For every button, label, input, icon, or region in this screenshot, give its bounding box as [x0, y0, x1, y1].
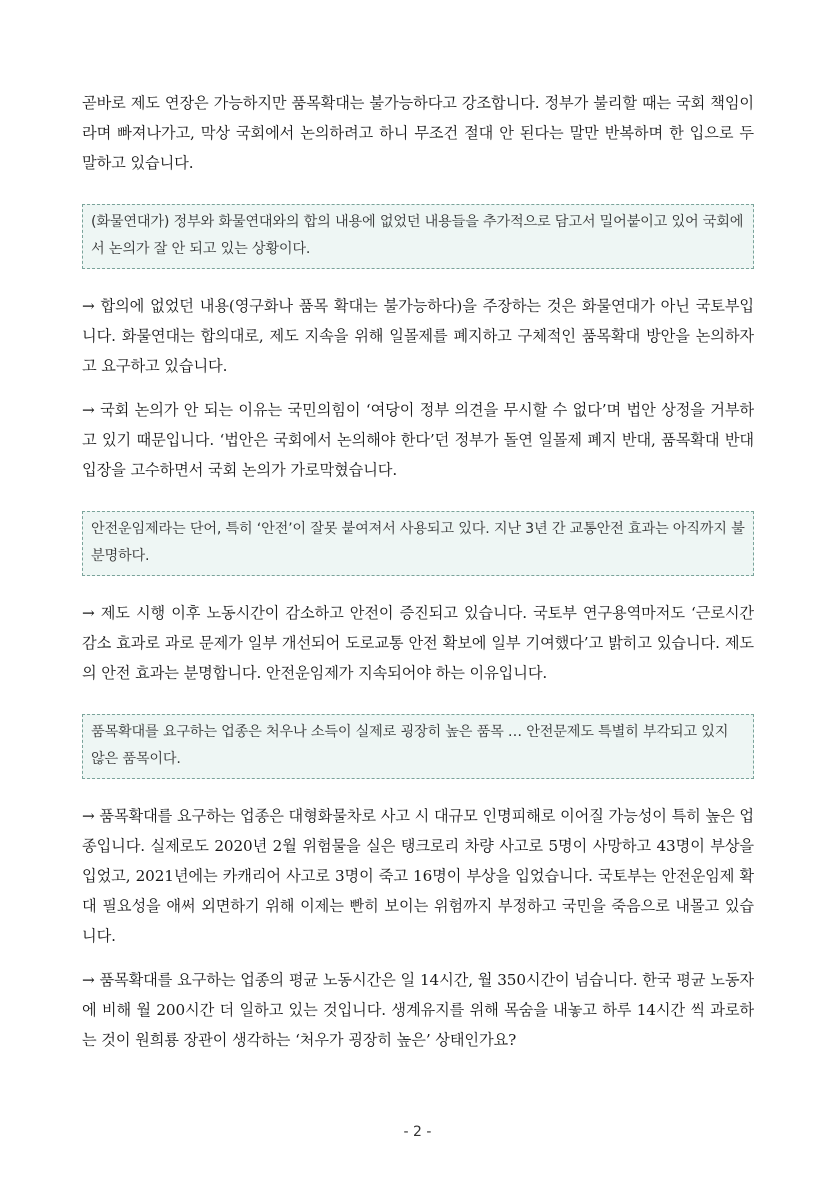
quote-box-2: 안전운임제라는 단어, 특히 ‘안전’이 잘못 붙여져서 사용되고 있다. 지난 3년 간 교통안전 효과는 아직까지 불분명하다.	[82, 511, 754, 576]
response-paragraph-3: → 제도 시행 이후 노동시간이 감소하고 안전이 증진되고 있습니다. 국토부 연구용역마저도 ‘근로시간 감소 효과로 과로 문제가 일부 개선되어 도로교통 안전 확보에 일부 기여했다’고 밝히고 있습니다. 제도의 안전 효과는 분명합니다. 안전운임제가 지속되어야 하는 이유입니다.	[82, 604, 754, 682]
document-page	[82, 88, 754, 1055]
intro-paragraph: 곧바로 제도 연장은 가능하지만 품목확대는 불가능하다고 강조합니다. 정부가 불리할 때는 국회 책임이라며 빠져나가고, 막상 국회에서 논의하려고 하니 무조건 절대 안 된다는 말만 반복하며 한 입으로 두 말하고 있습니다.	[82, 94, 754, 172]
quote-box-1: (화물연대가) 정부와 화물연대와의 합의 내용에 없었던 내용들을 추가적으로 담고서 밀어붙이고 있어 국회에서 논의가 잘 안 되고 있는 상황이다.	[82, 204, 754, 269]
response-paragraph-4: → 품목확대를 요구하는 업종은 대형화물차로 사고 시 대규모 인명피해로 이어질 가능성이 특히 높은 업종입니다. 실제로도 2020년 2월 위험물을 실은 탱크로리 차량 사고로 5명이 사망하고 43명이 부상을 입었고, 2021년에는 카캐리어 사고로 3명이 죽고 16명이 부상을 입었습니다. 국토부는 안전운임제 확대 필요성을 애써 외면하기 위해 이제는 빤히 보이는 위험까지 부정하고 국민을 죽음으로 내몰고 있습니다.	[82, 807, 754, 945]
page-number: - 2 -	[403, 1124, 432, 1140]
quote-box-3: 품목확대를 요구하는 업종은 처우나 소득이 실제로 굉장히 높은 품목 … 안전문제도 특별히 부각되고 있지 않은 품목이다.	[82, 714, 754, 779]
response-paragraph-2: → 국회 논의가 안 되는 이유는 국민의힘이 ‘여당이 정부 의견을 무시할 수 없다’며 법안 상정을 거부하고 있기 때문입니다. ‘법안은 국회에서 논의해야 한다’던 정부가 돌연 일몰제 폐지 반대, 품목확대 반대 입장을 고수하면서 국회 논의가 가로막혔습니다.	[82, 401, 754, 479]
response-paragraph-5: → 품목확대를 요구하는 업종의 평균 노동시간은 일 14시간, 월 350시간이 넘습니다. 한국 평균 노동자에 비해 월 200시간 더 일하고 있는 것입니다. 생계유지를 위해 목숨을 내놓고 하루 14시간 씩 과로하는 것이 원희룡 장관이 생각하는 ‘처우가 굉장히 높은’ 상태인가요?	[82, 971, 754, 1049]
response-paragraph-1: → 합의에 없었던 내용(영구화나 품목 확대는 불가능하다)을 주장하는 것은 화물연대가 아닌 국토부입니다. 화물연대는 합의대로, 제도 지속을 위해 일몰제를 폐지하고 구체적인 품목확대 방안을 논의하자고 요구하고 있습니다.	[82, 297, 754, 375]
